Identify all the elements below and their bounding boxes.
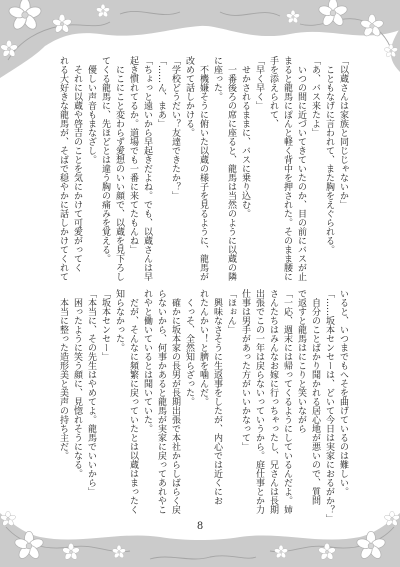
text-line: れる大好きな龍馬が、そばで穏やかに話しかけてくれて (58, 56, 68, 281)
text-line: いると、いつまでもへそを曲げているのは難しい。 (338, 289, 348, 496)
text-line: それに以蔵や啓吉のことを気にかけて可愛がってく (72, 56, 82, 272)
page-number: 8 (196, 521, 204, 532)
text-line: だが、そんなに頻繁に戻っていたとは以蔵はまったく (128, 289, 138, 514)
text-line: 自分のことばかり聞かれる居心地が悪いので、質問 (310, 289, 320, 505)
text-line: さんたちはみんなお嫁に行っちゃったし、兄さんは長期 (268, 289, 278, 514)
text-line: 一番後ろの席に座ると、龍馬は当然のように以蔵の隣 (226, 56, 236, 281)
text-line: くっそ、全然知らざった。 (184, 289, 194, 406)
text-line: いつの間に近づいてきていたのか、目の前にバスが止 (296, 56, 306, 281)
text-line: 興味なさそうに生返事をしたが、内心では近くにお (212, 289, 222, 505)
text-line: 「ほぉん」 (226, 289, 236, 334)
text-line: らないから、何事かあると龍馬が実家に戻ってあれやこ (156, 289, 166, 514)
text-line: 困ったように笑う顔に、見惚れそうになる。 (72, 289, 82, 478)
text-line: にこにこと変わらず愛想のいい顔で、以蔵を見下ろし (114, 56, 124, 281)
text-line: 「以蔵さんは家族と同じじゃないか」 (338, 56, 348, 209)
text-line: で返すと龍馬はにこりと笑いながら (296, 289, 306, 433)
text-line: 手を添えられて、 (268, 56, 278, 128)
text-line: せかされるままに、バスに乗り込む。 (240, 56, 250, 218)
text-line: 本当に整った造形美と美声の持ち主だ。 (58, 289, 68, 460)
text-line: 不機嫌そうに俯いた以蔵の様子を見るように、龍馬が (198, 56, 208, 281)
text-line: こともなげに言われて、また胸をえぐられる。 (324, 56, 334, 254)
text-line: 「本当に、その先生はやめてよ。龍馬でいいから」 (86, 289, 96, 496)
text-line: 「坂本センセー」 (100, 289, 110, 361)
text-line: れやと働いているとは聞いていた。 (142, 289, 152, 433)
text-line: 起き慣れてるか。道場でも一番に来てたもんね」 (128, 56, 138, 254)
text-line: 「ちょっと遠いから早起きだよね。でも、以蔵さんは早 (142, 56, 152, 281)
text-line: 「学校どうだい？友達できたか？」 (170, 56, 180, 200)
text-line: 出張でこの一年は戻らないっていうから。庭仕事とか力 (254, 289, 264, 514)
lower-text-tier (55, 289, 350, 523)
text-line: れたんかい！と臍を噛んだ。 (198, 289, 208, 406)
text-line: 改めて話しかける。 (184, 56, 194, 137)
text-line: 「早く早く」 (254, 56, 264, 110)
text-line: 「一応、週末には帰ってくるようにしているんだよ。姉 (282, 289, 292, 514)
text-line: 確かに坂本家の長男が長期出張で本社からしばらく戻 (170, 289, 180, 514)
bottom-floral-border (0, 507, 400, 567)
text-line: 「あ、バス来たよ」 (310, 56, 320, 137)
upper-text-tier (55, 56, 350, 284)
text-line: 知らなかった。 (114, 289, 124, 352)
text-line: に座った。 (212, 56, 222, 101)
text-line: 「……ん、まあ」 (156, 56, 166, 128)
text-line: 「……坂本センセーは、どいて今日は実家におるがか？」 (324, 289, 334, 523)
text-line: 優しい声音もまなざし。 (86, 56, 96, 164)
text-line: まると龍馬にぽんと軽く背中を押された。そのまま腰に (282, 56, 292, 281)
text-line: てくる龍馬に、先ほどとは違う胸の痛みを覚える。 (100, 56, 110, 263)
text-line: 仕事は男手があった方がいいかなって」 (240, 289, 250, 451)
